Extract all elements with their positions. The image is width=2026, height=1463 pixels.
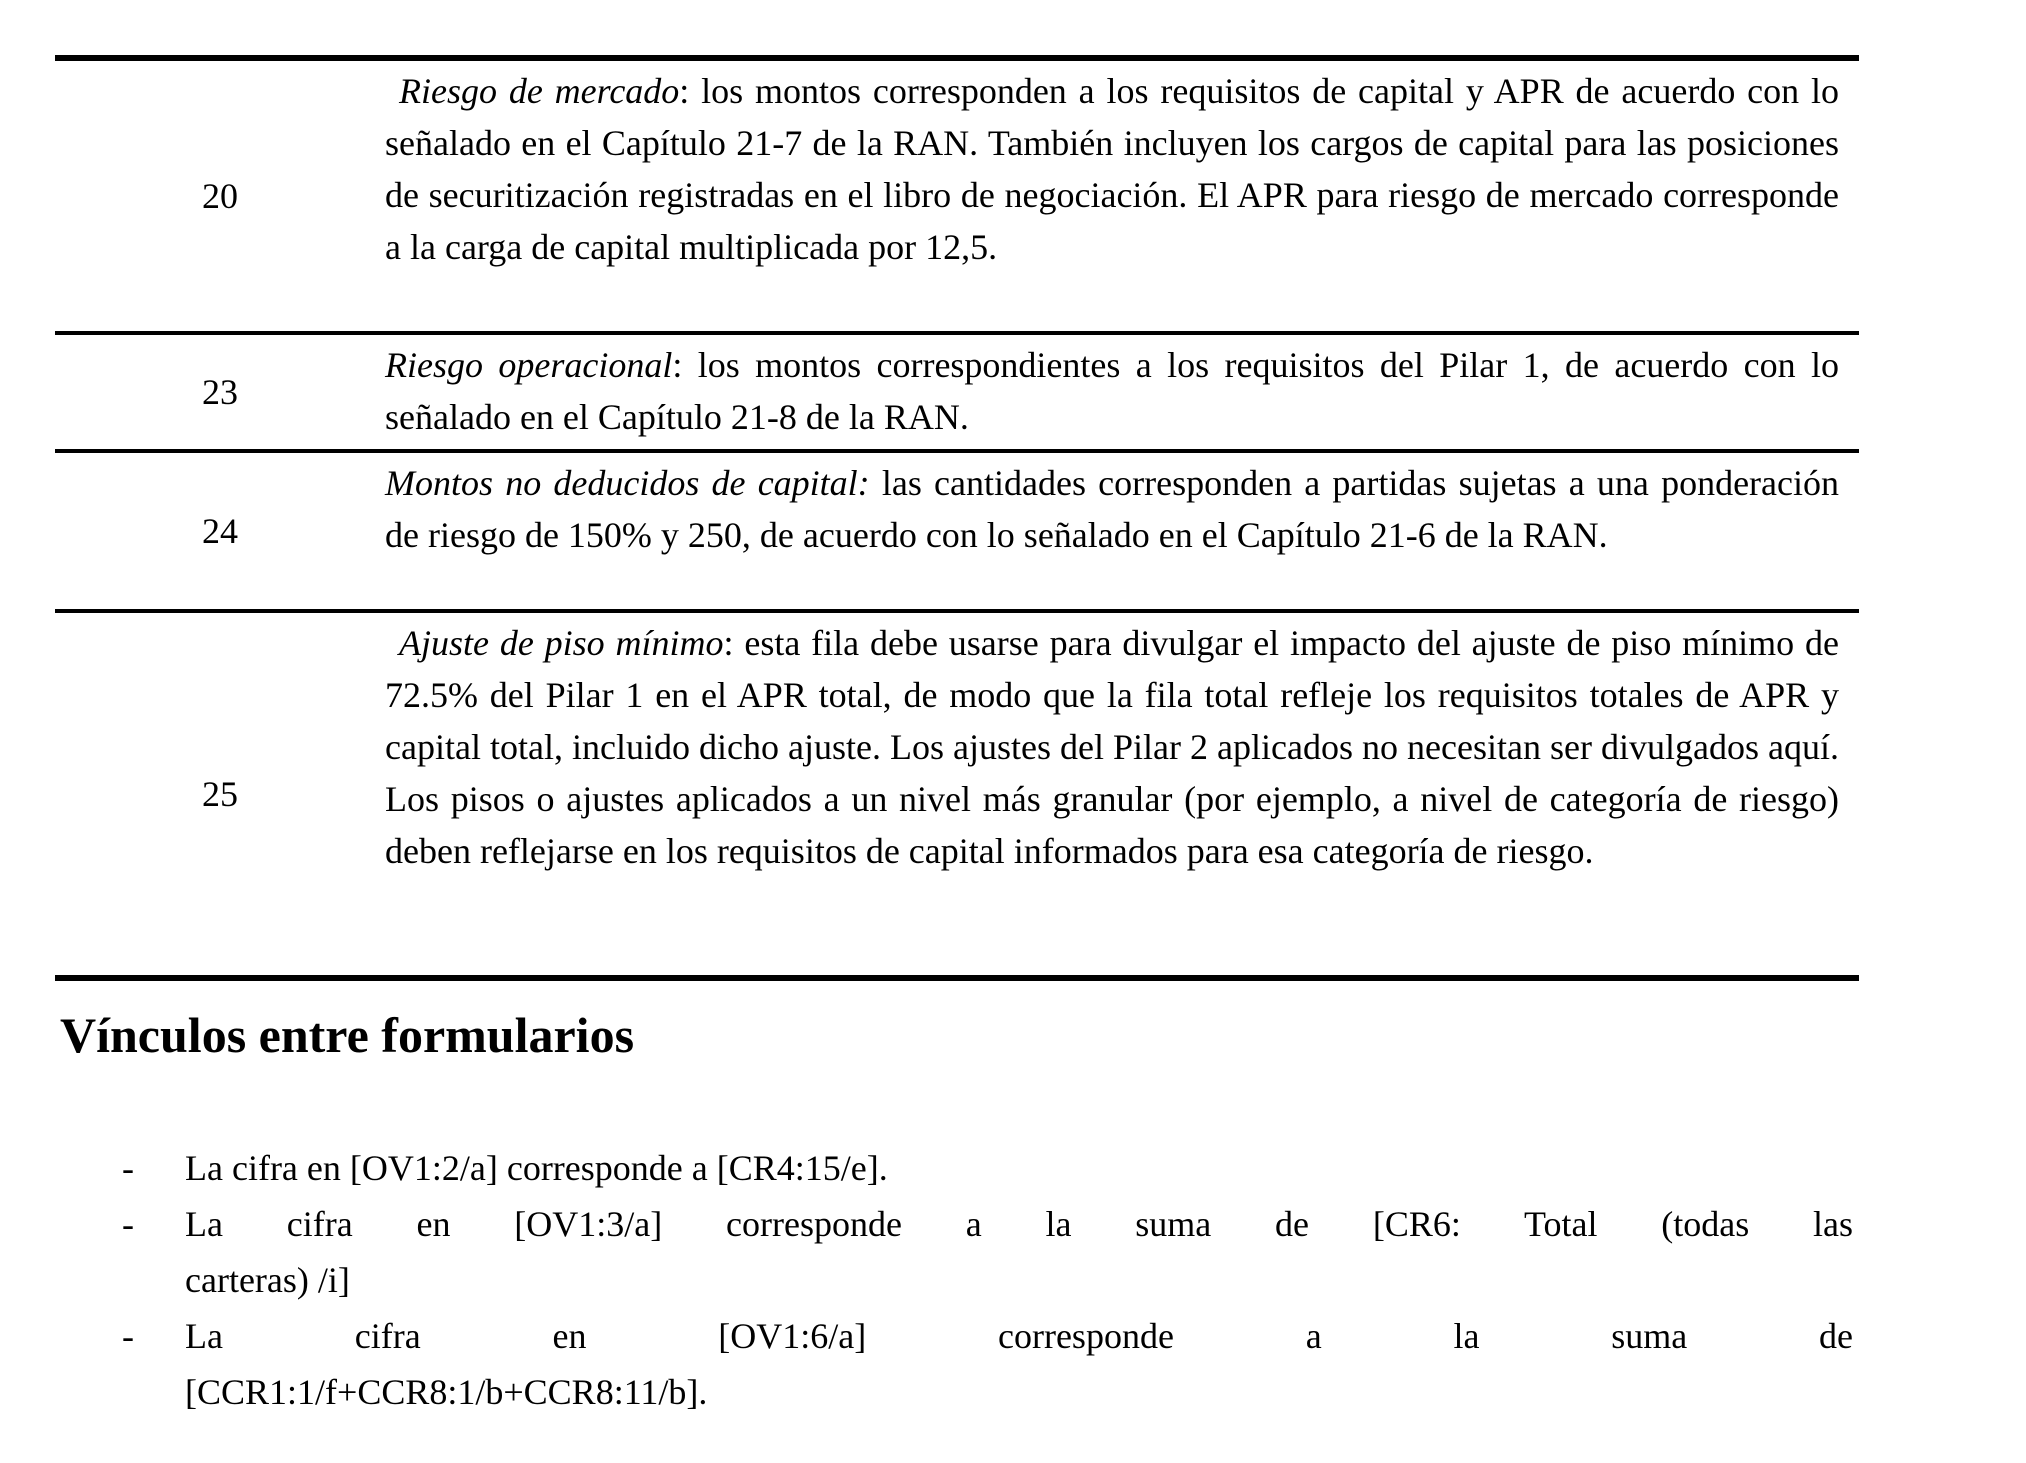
dash-marker: - — [122, 1148, 134, 1188]
list-item — [122, 1140, 1854, 1196]
row-description-cell — [385, 335, 1859, 449]
dash-marker: - — [122, 1204, 134, 1244]
dash-marker: - — [122, 1316, 134, 1356]
bullet-text — [185, 1196, 1853, 1308]
row-description-text: : los montos correspondientes a los requisitos del Pilar 1, de acuerdo con lo señalado en el Capítulo 21-8 de la RAN. — [385, 345, 1839, 437]
bullet-text — [185, 1308, 1853, 1420]
bullet-text — [185, 1140, 1853, 1196]
row-number-cell: 25 — [202, 774, 238, 814]
row-number-cell: 23 — [202, 372, 238, 412]
row-term-italic: Ajuste de piso mínimo — [399, 623, 724, 663]
row-term-italic: Riesgo de mercado — [399, 71, 680, 111]
list-item — [122, 1308, 1854, 1420]
row-description-cell — [385, 453, 1859, 609]
row-term-italic: Riesgo operacional — [385, 345, 673, 385]
bullet-line: carteras) /i] — [185, 1260, 350, 1300]
row-description-text: : esta fila debe usarse para divulgar el impacto del ajuste de piso mínimo de 72.5% del Pilar 1 en el APR total, de modo que la fila total refleje los requisitos totales de APR y capital total, incluido dicho ajuste. Los ajustes del Pilar 2 aplicados no necesitan ser divulgados aquí. Los pisos o ajustes aplicados a un nivel más granular (por ejemplo, a nivel de categoría de riesgo) deben reflejarse en los requisitos de capital informados para esa categoría de riesgo. — [385, 623, 1839, 871]
table-row — [55, 335, 1859, 453]
bullet-line: La cifra en [OV1:2/a] corresponde a [CR4:15/e]. — [185, 1148, 888, 1188]
table-row — [55, 613, 1859, 975]
bullet-line: La cifra en [OV1:6/a] corresponde a la suma de — [185, 1316, 1853, 1356]
row-description-cell — [385, 613, 1859, 975]
row-description-text: : los montos corresponden a los requisitos de capital y APR de acuerdo con lo señalado en el Capítulo 21-7 de la RAN. También incluyen los cargos de capital para las posiciones de securitización registradas en el libro de negociación. El APR para riesgo de mercado corresponde a la carga de capital multiplicada por 12,5. — [385, 71, 1839, 267]
list-item — [122, 1196, 1854, 1308]
bullet-line: [CCR1:1/f+CCR8:1/b+CCR8:11/b]. — [185, 1372, 708, 1412]
row-description-cell — [385, 61, 1859, 331]
reference-table — [55, 55, 1859, 981]
row-description-text: las cantidades corresponden a partidas sujetas a una ponderación de riesgo de 150% y 250, de acuerdo con lo señalado en el Capítulo 21-6 de la RAN. — [385, 463, 1839, 555]
links-list — [122, 1140, 1854, 1420]
table-row — [55, 453, 1859, 613]
table-row — [55, 61, 1859, 335]
bullet-line: La cifra en [OV1:3/a] corresponde a la suma de [CR6: Total (todas las — [185, 1204, 1853, 1244]
row-term-italic: Montos no deducidos de capital: — [385, 463, 870, 503]
row-number-cell: 24 — [202, 511, 238, 551]
section-heading: Vínculos entre formularios — [60, 1007, 635, 1063]
row-number-cell: 20 — [202, 176, 238, 216]
